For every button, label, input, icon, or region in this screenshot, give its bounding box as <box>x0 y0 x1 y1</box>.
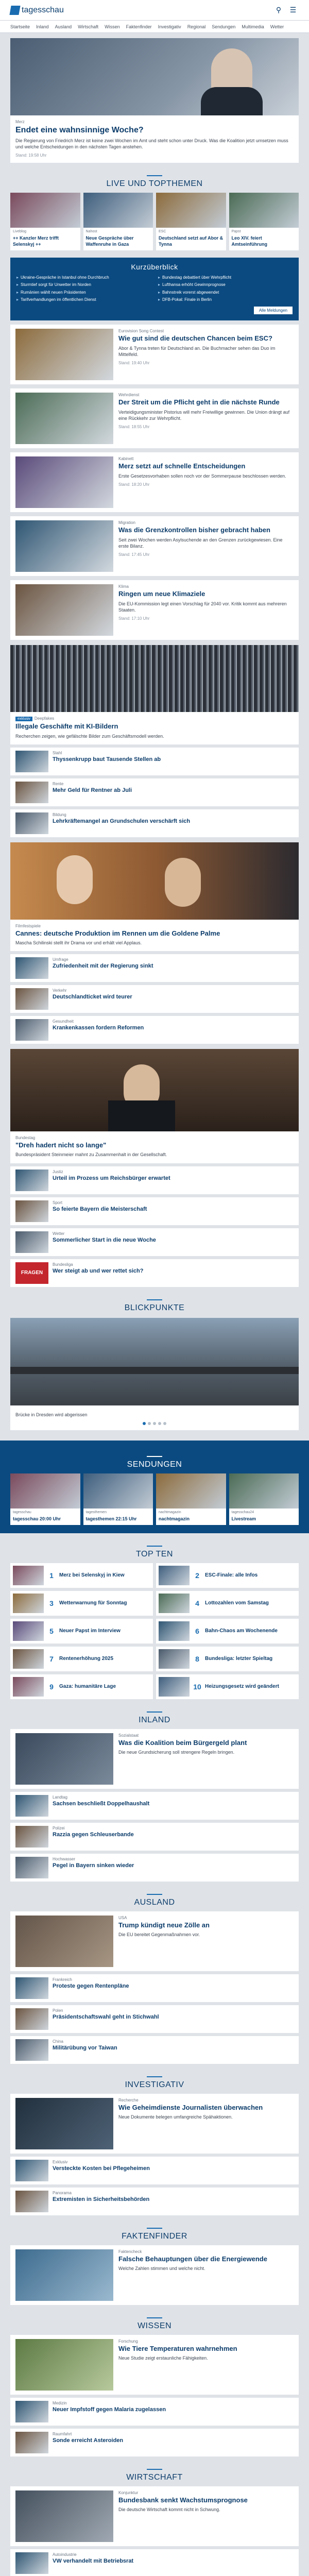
feature-deepfakes[interactable] <box>10 645 299 744</box>
logo-mark-icon <box>9 6 20 15</box>
list-b <box>0 954 309 1044</box>
topten-rank: 1 <box>49 1571 54 1580</box>
list-item[interactable] <box>10 1166 299 1194</box>
wirt-lead-headline[interactable]: Bundesbank senkt Wachstumsprognose <box>118 2496 248 2504</box>
ausland-lead-teaser: Die EU bereitet Gegenmaßnahmen vor. <box>118 1932 200 1938</box>
list-headline[interactable]: Krankenkassen fordern Reformen <box>53 1025 144 1031</box>
topten-headline[interactable]: ESC-Finale: alle Infos <box>205 1572 258 1578</box>
list-thumb <box>15 1231 48 1253</box>
topten-item[interactable] <box>156 1619 299 1643</box>
story-image <box>15 456 113 508</box>
tile-kicker: tagesschau <box>13 1510 31 1514</box>
list-kicker: Bildung <box>53 812 66 817</box>
list-kicker: Umfrage <box>53 957 68 962</box>
list-item[interactable] <box>10 2188 299 2215</box>
topten-rank: 3 <box>49 1599 54 1607</box>
tile-image <box>229 193 299 228</box>
story-image <box>15 393 113 444</box>
tile-image <box>83 193 153 228</box>
section-wissen-title: WISSEN <box>0 2317 309 2331</box>
lead-meta: Stand: 19:58 Uhr <box>15 153 47 158</box>
topten-item[interactable] <box>156 1674 299 1699</box>
topten-thumb <box>159 1566 190 1585</box>
lead-story[interactable] <box>10 38 299 163</box>
story-meta: Stand: 17:10 Uhr <box>118 616 150 621</box>
invest-lead-kicker: Recherche <box>118 2097 139 2103</box>
feature-bundestag[interactable] <box>10 1049 299 1163</box>
menu-icon[interactable]: ☰ <box>289 6 297 14</box>
wirt-lead-kicker: Konjunktur <box>118 2490 139 2495</box>
gallery-pager[interactable] <box>15 1422 294 1425</box>
feature1-headline[interactable]: Illegale Geschäfte mit KI-Bildern <box>15 722 118 731</box>
topten-headline[interactable]: Heizungsgesetz wird geändert <box>205 1683 279 1689</box>
topten-thumb <box>13 1594 44 1613</box>
topten-item[interactable] <box>10 1647 153 1671</box>
list-kicker: Justiz <box>53 1169 63 1174</box>
top-bar <box>0 0 309 21</box>
wirt-list <box>0 2549 309 2576</box>
list-headline[interactable]: Präsidentschaftswahl geht in Stichwahl <box>53 2013 159 2020</box>
topten-headline[interactable]: Wetterwarnung für Sonntag <box>59 1600 127 1606</box>
story-card[interactable] <box>10 516 299 576</box>
list-kicker: Panorama <box>53 2190 72 2195</box>
ausland-lead-kicker: USA <box>118 1915 127 1920</box>
section-investigativ-title: INVESTIGATIV <box>0 2076 309 2090</box>
kurz-item[interactable]: ▸ Sturmtief sorgt für Unwetter im Norden <box>16 282 151 287</box>
story-card[interactable] <box>10 452 299 512</box>
list-kicker: Rente <box>53 781 64 786</box>
fakten-lead-image <box>15 2249 113 2301</box>
tile-headline[interactable]: nachtmagazin <box>159 1516 190 1521</box>
sendungen-section <box>0 1440 309 1533</box>
tile-headline[interactable]: ++ Kanzler Merz trifft Selenskyj ++ <box>13 235 59 247</box>
kurz-item[interactable]: ▸ Bundestag debattiert über Wehrpflicht <box>158 275 293 280</box>
tile-headline[interactable]: Neue Gespräche über Waffenruhe in Gaza <box>85 235 134 247</box>
kurz-item[interactable]: ▸ Ukraine-Gespräche in Istanbul ohne Durchbruch <box>16 275 151 280</box>
list-headline[interactable]: Razzia gegen Schleuserbande <box>53 1831 134 1838</box>
list-kicker: Wetter <box>53 1231 65 1236</box>
topten-item[interactable] <box>10 1591 153 1616</box>
kurz-item[interactable]: ▸ DFB-Pokal: Finale in Berlin <box>158 297 293 302</box>
list-item[interactable] <box>10 1823 299 1851</box>
list-headline[interactable]: Urteil im Prozess um Reichsbürger erwartet <box>53 1175 170 1181</box>
list-headline[interactable]: Sommerlicher Start in die neue Woche <box>53 1236 156 1243</box>
nav-item[interactable]: Wissen <box>105 24 120 29</box>
live-tiles <box>10 193 299 250</box>
wirt-lead[interactable] <box>10 2486 299 2546</box>
kurzueberblick-title: Kurzüberblick <box>131 262 178 271</box>
list-headline[interactable]: Pegel in Bayern sinken wieder <box>53 1862 134 1869</box>
list-a <box>0 748 309 837</box>
feature-cannes[interactable] <box>10 842 299 951</box>
wirt-lead-image <box>15 2490 113 2542</box>
fakten-lead-kicker: Faktencheck <box>118 2249 142 2254</box>
feature2-headline[interactable]: Cannes: deutsche Produktion im Rennen um die Goldene Palme <box>15 929 220 937</box>
list-item[interactable] <box>10 2429 299 2456</box>
ausland-lead[interactable] <box>10 1911 299 1971</box>
tile-image <box>229 1473 299 1509</box>
teaser-tile[interactable] <box>10 1473 80 1525</box>
section-live-title: LIVE UND TOPTHEMEN <box>0 175 309 189</box>
list-item[interactable] <box>10 1854 299 1882</box>
tile-kicker: Nahost <box>85 230 97 234</box>
topten-headline[interactable]: Merz bei Selenskyj in Kiew <box>59 1572 125 1578</box>
list-thumb <box>15 2432 48 2453</box>
ausland-lead-headline[interactable]: Trump kündigt neue Zölle an <box>118 1921 210 1929</box>
list-headline[interactable]: VW verhandelt mit Betriebsrat <box>53 2557 134 2564</box>
story-card[interactable] <box>10 580 299 640</box>
list-thumb <box>15 2008 48 2030</box>
teaser-tile[interactable] <box>229 1473 299 1525</box>
list-item[interactable] <box>10 1974 299 2002</box>
wissen-lead[interactable] <box>10 2335 299 2395</box>
section-wirtschaft-title: WIRTSCHAFT <box>0 2469 309 2482</box>
list-kicker: Frankreich <box>53 1977 72 1982</box>
inland-lead-kicker: Sozialstaat <box>118 1733 139 1738</box>
list-kicker: Stahl <box>53 750 62 755</box>
main-nav <box>0 21 309 33</box>
nav-item[interactable]: Multimedia <box>242 24 264 29</box>
list-kicker: Hochwasser <box>53 1856 76 1861</box>
story-image <box>15 584 113 636</box>
story-kicker: Eurovision Song Contest <box>118 329 164 334</box>
list-item[interactable] <box>10 2005 299 2033</box>
tile-kicker: tagesschau24 <box>231 1510 254 1514</box>
list-item[interactable] <box>10 2549 299 2576</box>
list-headline[interactable]: Sachsen beschließt Doppelhaushalt <box>53 1800 150 1807</box>
kurz-item[interactable]: ▸ Tarifverhandlungen im öffentlichen Dienst <box>16 297 151 302</box>
topten-headline[interactable]: Rentenerhöhung 2025 <box>59 1655 114 1662</box>
story-teaser: Verteidigungsminister Pistorius will mehr Freiwillige gewinnen. Die Union drängt auf eine Rückkehr zur Wehrpflicht. <box>118 409 290 421</box>
story-headline[interactable]: Wie gut sind die deutschen Chancen beim ESC? <box>118 334 272 343</box>
topten-rank: 7 <box>49 1654 54 1663</box>
kurz-item[interactable]: ▸ Lufthansa erhöht Gewinnprognose <box>158 282 293 287</box>
list-kicker: Raumfahrt <box>53 2431 72 2436</box>
feature2-kicker: Filmfestspiele <box>15 923 41 928</box>
topten-rank: 5 <box>49 1626 54 1635</box>
invest-list <box>0 2157 309 2215</box>
invest-lead-teaser: Neue Dokumente belegen umfangreiche Spähaktionen. <box>118 2114 233 2120</box>
search-icon[interactable]: ⚲ <box>276 6 282 14</box>
list-headline[interactable]: Zufriedenheit mit der Regierung sinkt <box>53 963 153 970</box>
list-item[interactable] <box>10 748 299 775</box>
feature3-kicker: Bundestag <box>15 1136 36 1141</box>
topten-item[interactable] <box>10 1674 153 1699</box>
tile-image <box>156 1473 226 1509</box>
list-headline[interactable]: Neuer Impfstoff gegen Malaria zugelassen <box>53 2406 166 2413</box>
list-thumb <box>15 1795 48 1817</box>
list-thumb <box>15 2401 48 2422</box>
logo-text: tagesschau <box>22 5 64 14</box>
list-item[interactable] <box>10 2398 299 2426</box>
tile-image <box>156 193 226 228</box>
story-headline[interactable]: Was die Grenzkontrollen bisher gebracht haben <box>118 526 270 534</box>
exclusive-badge: exklusiv <box>15 717 32 721</box>
tile-image <box>83 1473 153 1509</box>
list-c <box>0 1166 309 1256</box>
list-kicker: China <box>53 2039 63 2044</box>
topten-headline[interactable]: Lottozahlen vom Samstag <box>205 1600 269 1606</box>
feature1-teaser: Recherchen zeigen, wie gefälschte Bilder zum Geschäftsmodell werden. <box>15 733 164 739</box>
fragen-bundesliga[interactable] <box>10 1259 299 1287</box>
list-headline[interactable]: Sonde erreicht Asteroiden <box>53 2437 124 2444</box>
ausland-list <box>0 1974 309 2064</box>
topten-rank: 6 <box>195 1626 199 1635</box>
list-headline[interactable]: Thyssenkrupp baut Tausende Stellen ab <box>53 756 161 762</box>
invest-lead-headline[interactable]: Wie Geheimdienste Journalisten überwachen <box>118 2103 263 2111</box>
list-thumb <box>15 1019 48 1041</box>
fakten-lead-teaser: Welche Zahlen stimmen und welche nicht. <box>118 2266 205 2272</box>
invest-lead-image <box>15 2098 113 2149</box>
topten-rank: 10 <box>193 1682 201 1691</box>
lead-image <box>10 38 299 115</box>
list-headline[interactable]: Extremisten in Sicherheitsbehörden <box>53 2196 150 2202</box>
fakten-lead[interactable] <box>10 2245 299 2305</box>
topten-item[interactable] <box>10 1619 153 1643</box>
list-headline[interactable]: Lehrkräftemangel an Grundschulen verschärft sich <box>53 818 191 824</box>
list-headline[interactable]: Deutschlandticket wird teurer <box>53 994 132 1001</box>
topten-list <box>10 1563 299 1699</box>
list-thumb <box>15 751 48 772</box>
list-thumb <box>15 2039 48 2061</box>
fragen-kicker: Bundesliga <box>53 1262 73 1267</box>
topten-thumb <box>159 1677 190 1697</box>
topten-headline[interactable]: Bundesliga: letzter Spieltag <box>205 1655 273 1662</box>
story-image <box>15 520 113 572</box>
story-headline[interactable]: Ringen um neue Klimaziele <box>118 590 205 598</box>
fakten-lead-headline[interactable]: Falsche Behauptungen über die Energiewende <box>118 2255 267 2263</box>
tile-kicker: ESC <box>159 230 166 234</box>
inland-lead-image <box>15 1733 113 1785</box>
list-headline[interactable]: Proteste gegen Rentenpläne <box>53 1982 129 1989</box>
teaser-tile[interactable] <box>229 193 299 250</box>
tile-kicker: Liveblog <box>13 230 27 234</box>
feature3-image <box>10 1049 299 1131</box>
fragen-badge: FRAGEN <box>15 1262 48 1284</box>
list-headline[interactable]: Versteckte Kosten bei Pflegeheimen <box>53 2165 150 2172</box>
story-meta: Stand: 18:20 Uhr <box>118 482 150 487</box>
wissen-list <box>0 2398 309 2456</box>
list-item[interactable] <box>10 954 299 982</box>
tile-kicker: nachtmagazin <box>159 1510 181 1514</box>
tile-headline[interactable]: tagesthemen 22:15 Uhr <box>85 1516 137 1521</box>
tile-headline[interactable]: tagesschau 20:00 Uhr <box>13 1516 61 1521</box>
section-sendungen-title: SENDUNGEN <box>10 1456 299 1469</box>
story-kicker: Klima <box>118 584 129 589</box>
kurz-list <box>16 275 293 303</box>
list-item[interactable] <box>10 1228 299 1256</box>
topten-thumb <box>13 1621 44 1641</box>
teaser-tile[interactable] <box>83 193 153 250</box>
topten-rank: 2 <box>195 1571 199 1580</box>
story-card[interactable] <box>10 325 299 384</box>
nav-item[interactable]: Sendungen <box>212 24 236 29</box>
blickpunkte-gallery[interactable] <box>10 1318 299 1430</box>
list-kicker: Polen <box>53 2008 63 2013</box>
list-thumb <box>15 1200 48 1222</box>
list-headline[interactable]: Mehr Geld für Rentner ab Juli <box>53 787 132 793</box>
tile-image <box>10 1473 80 1509</box>
list-thumb <box>15 782 48 803</box>
topten-thumb <box>159 1621 190 1641</box>
story-card[interactable] <box>10 388 299 448</box>
list-item[interactable] <box>10 2036 299 2064</box>
list-kicker: Medizin <box>53 2400 67 2405</box>
story-teaser: Erste Gesetzesvorhaben sollen noch vor der Sommerpause beschlossen werden. <box>118 473 286 479</box>
inland-lead-headline[interactable]: Was die Koalition beim Bürgergeld plant <box>118 1738 247 1747</box>
list-thumb <box>15 1170 48 1191</box>
list-thumb <box>15 1826 48 1848</box>
blickpunkte-image <box>10 1318 299 1405</box>
feature3-teaser: Bundespräsident Steinmeier mahnt zu Zusammenhalt in der Gesellschaft. <box>15 1152 167 1158</box>
feature2-image <box>10 842 299 920</box>
blickpunkte-caption: Brücke in Dresden wird abgerissen <box>15 1412 88 1417</box>
list-item[interactable] <box>10 1197 299 1225</box>
story-kicker: Migration <box>118 520 135 526</box>
topten-thumb <box>13 1566 44 1585</box>
list-thumb <box>15 1857 48 1878</box>
nav-item[interactable]: Startseite <box>10 24 30 29</box>
nav-item[interactable]: Wetter <box>270 24 284 29</box>
story-teaser: Abor & Tynna treten für Deutschland an. Die Buchmacher sehen das Duo im Mittelfeld. <box>118 345 276 357</box>
topten-headline[interactable]: Bahn-Chaos am Wochenende <box>205 1628 278 1634</box>
feature1-image <box>10 645 299 712</box>
list-thumb <box>15 988 48 1010</box>
topten-thumb <box>159 1594 190 1613</box>
sendungen-tiles <box>10 1473 299 1525</box>
tile-image <box>10 193 80 228</box>
nav-item[interactable]: Investigativ <box>158 24 181 29</box>
list-kicker: Verkehr <box>53 988 67 993</box>
list-item[interactable] <box>10 1016 299 1044</box>
wissen-lead-headline[interactable]: Wie Tiere Temperaturen wahrnehmen <box>118 2344 237 2352</box>
tile-headline[interactable]: Livestream <box>231 1516 256 1521</box>
feature1-kicker: Deepfakes <box>34 716 55 721</box>
story-list <box>0 325 309 640</box>
wissen-lead-image <box>15 2339 113 2391</box>
story-kicker: Wehrdienst <box>118 393 140 398</box>
list-kicker: Gesundheit <box>53 1019 74 1024</box>
inland-lead[interactable] <box>10 1729 299 1789</box>
kurz-item[interactable]: ▸ Rumänien wählt neuen Präsidenten <box>16 290 151 295</box>
teaser-tile[interactable] <box>156 193 226 250</box>
list-item[interactable] <box>10 778 299 806</box>
list-headline[interactable]: So feierte Bayern die Meisterschaft <box>53 1206 147 1212</box>
list-item[interactable] <box>10 809 299 837</box>
topten-thumb <box>159 1649 190 1669</box>
ausland-lead-image <box>15 1916 113 1967</box>
teaser-tile[interactable] <box>83 1473 153 1525</box>
topten-item[interactable] <box>156 1563 299 1588</box>
list-kicker: Landtag <box>53 1794 67 1800</box>
list-item[interactable] <box>10 985 299 1013</box>
topten-rank: 9 <box>49 1682 54 1691</box>
tile-headline[interactable]: Leo XIV. feiert Amtseinführung <box>231 235 267 247</box>
topten-headline[interactable]: Neuer Papst im Interview <box>59 1628 121 1634</box>
story-meta: Stand: 17:45 Uhr <box>118 552 150 557</box>
tile-kicker: tagesthemen <box>85 1510 107 1514</box>
kurzueberblick-box <box>10 258 299 321</box>
list-kicker: Exklusiv <box>53 2159 68 2164</box>
nav-item[interactable]: Regional <box>187 24 206 29</box>
feature2-teaser: Mascha Schilinski stellt ihr Drama vor und erhält viel Applaus. <box>15 940 142 945</box>
invest-lead[interactable] <box>10 2094 299 2154</box>
lead-kicker: Merz <box>15 120 25 124</box>
story-meta: Stand: 18:55 Uhr <box>118 424 150 429</box>
section-faktenfinder-title: FAKTENFINDER <box>0 2228 309 2241</box>
kurz-more-button[interactable]: Alle Meldungen <box>254 307 293 314</box>
list-headline[interactable]: Militärübung vor Taiwan <box>53 2044 117 2051</box>
list-thumb <box>15 812 48 834</box>
kurz-item[interactable]: ▸ Bahnstreik vorerst abgewendet <box>158 290 293 295</box>
list-item[interactable] <box>10 1792 299 1820</box>
topten-rank: 4 <box>195 1599 199 1607</box>
story-teaser: Seit zwei Wochen werden Asylsuchende an den Grenzen zurückgewiesen. Eine erste Bilanz. <box>118 537 283 549</box>
wissen-lead-kicker: Forschung <box>118 2338 138 2344</box>
list-thumb <box>15 1977 48 1999</box>
topten-item[interactable] <box>156 1647 299 1671</box>
section-ausland-title: AUSLAND <box>0 1894 309 1907</box>
story-headline[interactable]: Der Streit um die Pflicht geht in die nächste Runde <box>118 398 280 406</box>
teaser-tile[interactable] <box>156 1473 226 1525</box>
topten-thumb <box>13 1677 44 1697</box>
story-image <box>15 329 113 380</box>
section-inland-title: INLAND <box>0 1711 309 1725</box>
topten-rank: 8 <box>195 1654 199 1663</box>
story-kicker: Kabinett <box>118 456 134 462</box>
wissen-lead-teaser: Neue Studie zeigt erstaunliche Fähigkeiten. <box>118 2355 208 2361</box>
list-kicker: Autoindustrie <box>53 2552 77 2557</box>
story-meta: Stand: 19:40 Uhr <box>118 360 150 365</box>
list-thumb <box>15 2552 48 2574</box>
topten-item[interactable] <box>10 1563 153 1588</box>
inland-lead-teaser: Die neue Grundsicherung soll strengere Regeln bringen. <box>118 1750 235 1755</box>
section-topten-title: TOP TEN <box>0 1546 309 1559</box>
tile-headline[interactable]: Deutschland setzt auf Abor & Tynna <box>159 235 224 247</box>
list-thumb <box>15 2191 48 2212</box>
list-thumb <box>15 2160 48 2181</box>
feature3-headline[interactable]: "Dreh hadert nicht so lange" <box>15 1141 107 1149</box>
topten-item[interactable] <box>156 1591 299 1616</box>
nav-item[interactable]: Ausland <box>55 24 72 29</box>
story-teaser: Die EU-Kommission legt einen Vorschlag für 2040 vor. Kritik kommt aus mehreren Staaten. <box>118 601 287 613</box>
teaser-tile[interactable] <box>10 193 80 250</box>
fragen-headline[interactable]: Wer steigt ab und wer rettet sich? <box>53 1267 144 1274</box>
list-kicker: Polizei <box>53 1825 65 1831</box>
list-item[interactable] <box>10 2157 299 2184</box>
list-thumb <box>15 957 48 979</box>
topten-headline[interactable]: Gaza: humanitäre Lage <box>59 1683 116 1689</box>
section-blickpunkte-title: BLICKPUNKTE <box>0 1299 309 1313</box>
inland-list <box>0 1792 309 1882</box>
nav-item[interactable]: Inland <box>36 24 49 29</box>
list-kicker: Sport <box>53 1200 63 1205</box>
tile-kicker: Papst <box>231 230 241 234</box>
lead-headline[interactable]: Endet eine wahnsinnige Woche? <box>15 126 144 134</box>
wirt-lead-teaser: Die deutsche Wirtschaft kommt nicht in Schwung. <box>118 2507 220 2513</box>
lead-teaser: Die Regierung von Friedrich Merz ist keine zwei Wochen im Amt und steht schon unter Druck. Was die Koalition jetzt umsetzen muss und welche Entscheidungen in den nächsten Tagen anstehen. <box>15 138 288 150</box>
nav-item[interactable]: Faktenfinder <box>126 24 152 29</box>
story-headline[interactable]: Merz setzt auf schnelle Entscheidungen <box>118 462 246 470</box>
logo[interactable] <box>10 6 64 15</box>
nav-item[interactable]: Wirtschaft <box>78 24 99 29</box>
topten-thumb <box>13 1649 44 1669</box>
